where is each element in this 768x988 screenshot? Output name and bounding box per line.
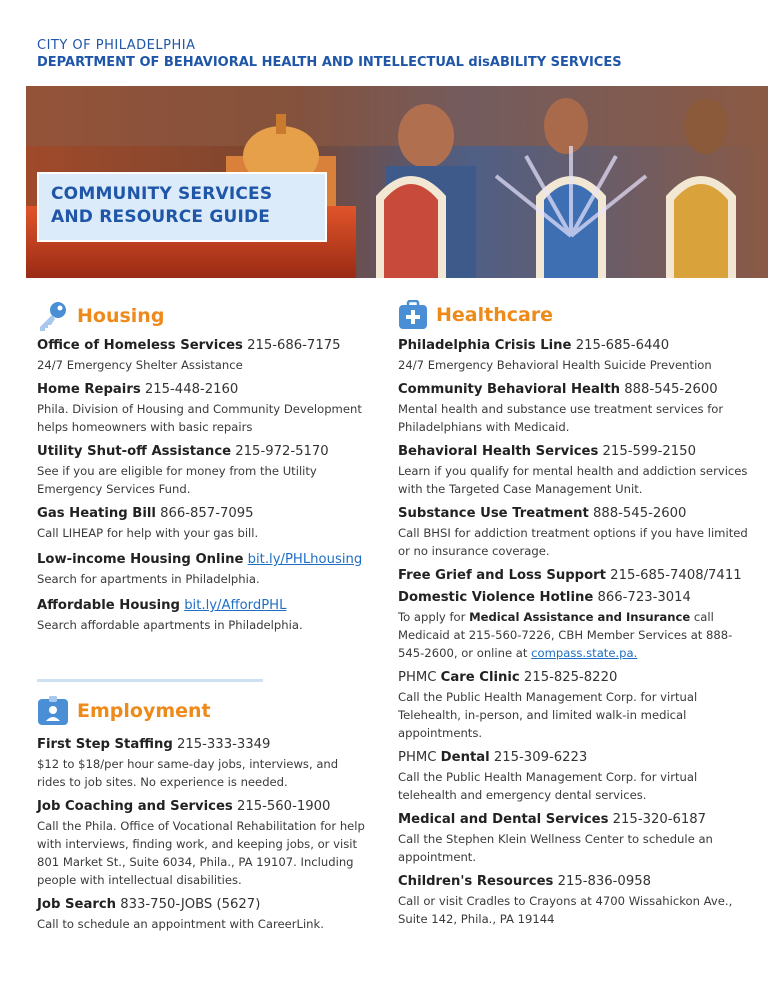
list-item <box>398 336 748 374</box>
department-name: DEPARTMENT OF BEHAVIORAL HEALTH AND INTELLECTUAL disABILITY SERVICES <box>37 55 622 70</box>
list-item <box>37 596 367 634</box>
list-item <box>398 810 748 866</box>
list-item <box>37 442 367 498</box>
list-item <box>37 895 367 933</box>
entry-description: $12 to $18/per hour same-day jobs, interviews, and rides to job sites. No experience is needed. <box>37 757 339 789</box>
list-item <box>37 336 367 374</box>
entry-phone[interactable]: 215-685-7408/7411 <box>605 568 742 583</box>
mural-banner <box>26 86 768 278</box>
list-item <box>398 588 748 662</box>
list-item <box>37 735 367 791</box>
entry-name: Community Behavioral Health <box>398 382 621 397</box>
entry-description: Search affordable apartments in Philadelphia. <box>37 618 303 632</box>
guide-title <box>37 172 327 242</box>
list-item <box>398 504 748 560</box>
entry-name: Dental <box>440 750 490 765</box>
healthcare-heading-label: Healthcare <box>436 304 554 326</box>
entry-name: Substance Use Treatment <box>398 506 589 521</box>
entry-name-prefix: PHMC <box>398 670 437 685</box>
housing-list <box>37 336 367 640</box>
medical-kit-icon <box>398 300 428 330</box>
housing-heading <box>37 300 164 332</box>
medicaid-pre: To apply for <box>398 610 470 624</box>
entry-name: Utility Shut-off Assistance <box>37 444 232 459</box>
entry-phone[interactable]: 833-750-JOBS (5627) <box>116 897 261 912</box>
affordable-housing-link[interactable]: bit.ly/AffordPHL <box>184 598 287 613</box>
list-item <box>37 504 367 542</box>
entry-name: Children's Resources <box>398 874 554 889</box>
entry-phone[interactable]: 215-448-2160 <box>140 382 239 397</box>
healthcare-heading <box>398 300 553 330</box>
entry-description: Mental health and substance use treatment services for Philadelphians with Medicaid. <box>398 402 724 434</box>
entry-description: Search for apartments in Philadelphia. <box>37 572 260 586</box>
entry-name-prefix: PHMC <box>398 750 437 765</box>
entry-description: Call or visit Cradles to Crayons at 4700 Wissahickon Ave., Suite 142, Phila., PA 19144 <box>398 894 733 926</box>
healthcare-list <box>398 336 748 934</box>
entry-description: Call LIHEAP for help with your gas bill. <box>37 526 259 540</box>
entry-phone[interactable]: 215-972-5170 <box>231 444 329 459</box>
entry-description: Learn if you qualify for mental health and addiction services with the Targeted Case Management Unit. <box>398 464 748 496</box>
entry-name: Medical and Dental Services <box>398 812 609 827</box>
entry-phone[interactable]: 866-857-7095 <box>155 506 254 521</box>
entry-phone[interactable]: 215-333-3349 <box>172 737 271 752</box>
medicaid-note <box>398 608 748 662</box>
list-item <box>37 550 367 588</box>
entry-description: See if you are eligible for money from the Utility Emergency Services Fund. <box>37 464 317 496</box>
entry-name: First Step Staffing <box>37 737 173 752</box>
entry-phone[interactable]: 888-545-2600 <box>620 382 718 397</box>
compass-link[interactable]: compass.state.pa. <box>531 646 638 660</box>
city-name: CITY OF PHILADELPHIA <box>37 38 196 53</box>
entry-name: Care Clinic <box>440 670 520 685</box>
page-header <box>37 38 622 70</box>
entry-description: Call the Phila. Office of Vocational Rehabilitation for help with interviews, finding work, and keeping jobs, or visit 801 Market St., Suite 6034, Phila., PA 19107. Including people with intellectual disabilities. <box>37 819 365 887</box>
entry-name: Low-income Housing Online <box>37 552 244 567</box>
list-item <box>398 872 748 928</box>
entry-description: Call the Stephen Klein Wellness Center to schedule an appointment. <box>398 832 713 864</box>
entry-phone[interactable]: 215-560-1900 <box>232 799 331 814</box>
entry-name: Job Coaching and Services <box>37 799 233 814</box>
entry-description: 24/7 Emergency Shelter Assistance <box>37 358 243 372</box>
list-item <box>37 797 367 889</box>
list-item <box>398 668 748 742</box>
employment-list <box>37 735 367 939</box>
list-item <box>37 380 367 436</box>
entry-phone[interactable]: 215-685-6440 <box>571 338 670 353</box>
entry-phone[interactable]: 215-599-2150 <box>598 444 696 459</box>
entry-name: Job Search <box>37 897 117 912</box>
entry-name: Free Grief and Loss Support <box>398 568 606 583</box>
entry-name: Behavioral Health Services <box>398 444 599 459</box>
employment-heading-label: Employment <box>77 700 211 722</box>
list-item <box>398 442 748 498</box>
entry-phone[interactable]: 215-836-0958 <box>553 874 651 889</box>
entry-phone[interactable]: 215-686-7175 <box>242 338 341 353</box>
medicaid-bold: Medical Assistance and Insurance <box>469 610 691 624</box>
medicaid-mid: call Medicaid at 215-560-7226, CBH Member Services at 888-545-2600, or online at <box>398 610 733 660</box>
entry-description: Call the Public Health Management Corp. for virtual Telehealth, in-person, and limited walk-in medical appointments. <box>398 690 698 740</box>
guide-title-line1: COMMUNITY SERVICES <box>51 184 273 204</box>
entry-name: Office of Homeless Services <box>37 338 243 353</box>
entry-phone[interactable]: 215-309-6223 <box>489 750 588 765</box>
entry-description: Call BHSI for addiction treatment options if you have limited or no insurance coverage. <box>398 526 748 558</box>
section-divider <box>37 679 263 682</box>
entry-name: Gas Heating Bill <box>37 506 156 521</box>
entry-phone[interactable]: 215-825-8220 <box>519 670 618 685</box>
housing-link[interactable]: bit.ly/PHLhousing <box>247 552 363 567</box>
entry-name: Home Repairs <box>37 382 141 397</box>
entry-phone[interactable]: 866-723-3014 <box>593 590 691 605</box>
entry-name: Philadelphia Crisis Line <box>398 338 572 353</box>
entry-description: Phila. Division of Housing and Community Development helps homeowners with basic repairs <box>37 402 362 434</box>
id-badge-icon <box>37 696 69 726</box>
entry-description: Call the Public Health Management Corp. for virtual telehealth and emergency dental services. <box>398 770 698 802</box>
housing-heading-label: Housing <box>77 305 165 327</box>
key-icon <box>37 300 69 332</box>
list-item <box>398 380 748 436</box>
entry-phone[interactable]: 888-545-2600 <box>588 506 687 521</box>
list-item <box>398 566 748 586</box>
entry-phone[interactable]: 215-320-6187 <box>608 812 707 827</box>
employment-heading <box>37 696 211 726</box>
guide-title-line2: AND RESOURCE GUIDE <box>51 207 271 227</box>
entry-description: Call to schedule an appointment with CareerLink. <box>37 917 324 931</box>
entry-name: Domestic Violence Hotline <box>398 590 594 605</box>
entry-name: Affordable Housing <box>37 598 180 613</box>
list-item <box>398 748 748 804</box>
entry-description: 24/7 Emergency Behavioral Health Suicide Prevention <box>398 358 712 372</box>
